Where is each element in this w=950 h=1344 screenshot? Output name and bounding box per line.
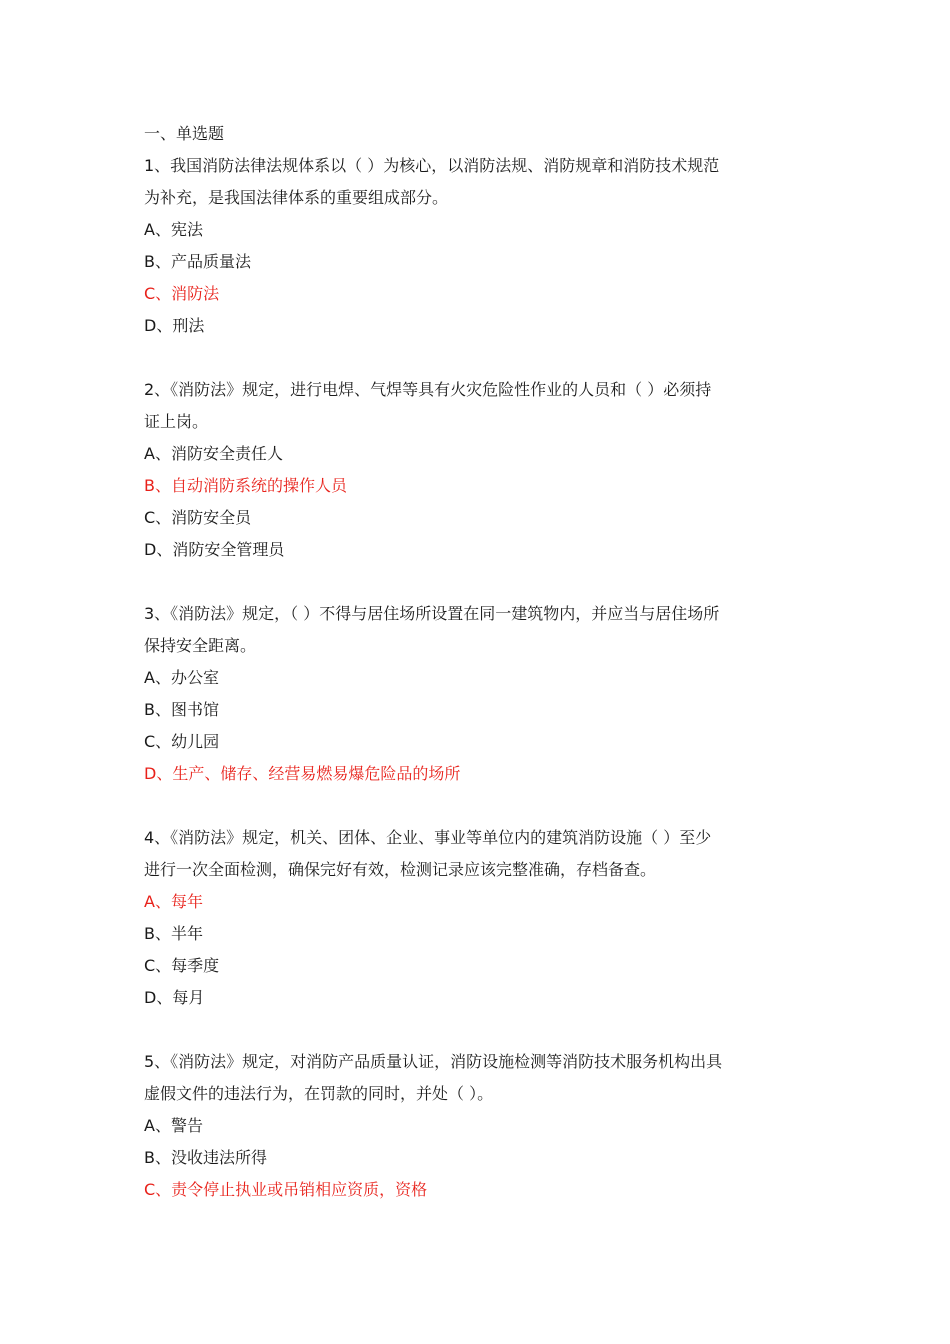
section-title: 一、单选题 [144,124,225,143]
question-stem-line: 证上岗。 [144,412,209,431]
question-stem-line: 进行一次全面检测，确保完好有效，检测记录应该完整准确，存档备查。 [144,860,657,879]
question-block [144,150,774,342]
question-stem-line: 3、《消防法》规定，（ ）不得与居住场所设置在同一建筑物内，并应当与居住场所 [144,604,720,623]
option-d: D、消防安全管理员 [144,540,285,559]
question-stem-line: 5、《消防法》规定，对消防产品质量认证，消防设施检测等消防技术服务机构出具 [144,1052,723,1071]
option-a: A、办公室 [144,668,219,687]
option-a-correct: A、每年 [144,892,203,911]
option-b: B、产品质量法 [144,252,251,271]
question-block [144,822,774,1014]
option-a: A、警告 [144,1116,203,1135]
question-stem-line: 4、《消防法》规定，机关、团体、企业、事业等单位内的建筑消防设施（ ）至少 [144,828,712,847]
question-block [144,1046,774,1206]
option-a: A、消防安全责任人 [144,444,283,463]
option-b: B、图书馆 [144,700,219,719]
option-c: C、每季度 [144,956,220,975]
option-c-correct: C、消防法 [144,284,220,303]
question-stem-line: 1、我国消防法律法规体系以（ ）为核心，以消防法规、消防规章和消防技术规范 [144,156,720,175]
option-d: D、每月 [144,988,205,1007]
question-stem-line: 保持安全距离。 [144,636,257,655]
option-b: B、没收违法所得 [144,1148,267,1167]
option-d: D、刑法 [144,316,205,335]
option-d-correct: D、生产、储存、经营易燃易爆危险品的场所 [144,764,461,783]
question-block [144,374,774,566]
option-a: A、宪法 [144,220,203,239]
document-page [144,118,774,1206]
question-stem-line: 虚假文件的违法行为，在罚款的同时，并处（ ）。 [144,1084,494,1103]
option-c: C、消防安全员 [144,508,252,527]
question-stem-line: 为补充，是我国法律体系的重要组成部分。 [144,188,449,207]
option-c-correct: C、责令停止执业或吊销相应资质，资格 [144,1180,428,1199]
option-b: B、半年 [144,924,203,943]
option-b-correct: B、自动消防系统的操作人员 [144,476,347,495]
option-c: C、幼儿园 [144,732,220,751]
question-stem-line: 2、《消防法》规定，进行电焊、气焊等具有火灾危险性作业的人员和（ ）必须持 [144,380,712,399]
question-block [144,598,774,790]
